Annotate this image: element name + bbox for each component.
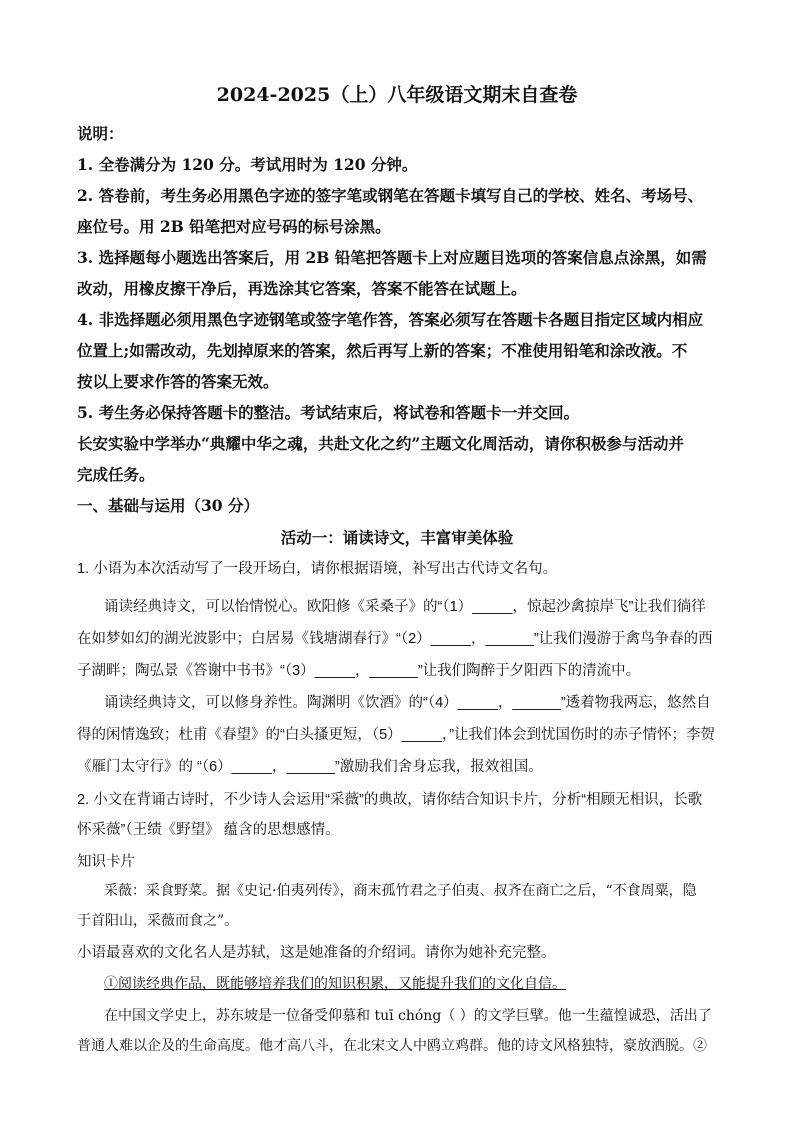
activity-heading: 活动一：诵读诗文，丰富审美体验 bbox=[280, 528, 514, 547]
intro-line: 完成任务。 bbox=[77, 465, 155, 484]
q3-paragraph-line: 在中国文学史上，苏东坡是一位备受仰慕和 tuī chóng（ ）的文学巨擘。他一生蕴惶诚恐，活出了 bbox=[104, 1008, 712, 1024]
question-2-stem: 怀采薇”（王绩《野望》 蕴含的思想感情。 bbox=[77, 822, 340, 838]
knowledge-card-text: 采薇：采食野菜。据《史记·伯夷列传》，商末孤竹君之子伯夷、叔齐在商亡之后，“不食周粟，隐 bbox=[104, 883, 697, 899]
q3-paragraph-line: 普通人难以企及的生命高度。他才高八斗，在北宋文人中鸥立鸡群。他的诗文风格独特，豪放洒脱。② bbox=[77, 1038, 707, 1054]
q3-underlined-sentence: ①阅读经典作品，既能够培养我们的知识积累，又能提升我们的文化自信。 bbox=[104, 976, 566, 992]
instruction-line: 位置上;如需改动，先划掉原来的答案，然后再写上新的答案；不准使用铅笔和涂改液。不 bbox=[77, 341, 688, 360]
knowledge-card-text: 于首阳山，采薇而食之”。 bbox=[77, 913, 239, 929]
instruction-line: 4. 非选择题必须用黑色字迹钢笔或签字笔作答，答案必须写在答题卡各题目指定区域内相应 bbox=[77, 310, 704, 329]
question-1-stem: 1. 小语为本次活动写了一段开场白，请你根据语境，补写出古代诗文名句。 bbox=[77, 561, 558, 577]
instructions-heading: 说明： bbox=[77, 124, 124, 143]
knowledge-card-title: 知识卡片 bbox=[77, 854, 135, 870]
q1-paragraph-line: 子湖畔；陶弘景《答谢中书书》“（3）_____，______”让我们陶醉于夕阳西下的清流中。 bbox=[77, 663, 641, 679]
exam-title: 2024-2025（上）八年级语文期末自查卷 bbox=[216, 84, 578, 106]
instruction-line: 3. 选择题每小题选出答案后，用 2B 铅笔把答题卡上对应题目选项的答案信息点涂黑，如需 bbox=[77, 248, 707, 267]
section-heading: 一、基础与运用（30 分） bbox=[77, 496, 259, 515]
q1-paragraph-line: 诵读经典诗文，可以怡情悦心。欧阳修《采桑子》的“（1）_____，惊起沙禽掠岸飞”让我们徜徉 bbox=[104, 599, 706, 615]
q1-paragraph-line: 在如梦如幻的湖光波影中；白居易《钱塘湖春行》“（2）_____，______”让我们漫游于禽鸟争春的西 bbox=[77, 631, 713, 647]
q1-paragraph-line: 得的闲情逸致；杜甫《春望》的“白头搔更短，（5）_____，”让我们体会到忧国伤时的赤子情怀；李贺 bbox=[77, 727, 716, 743]
instruction-line: 按以上要求作答的答案无效。 bbox=[77, 372, 279, 391]
intro-line: 长安实验中学举办“典耀中华之魂，共赴文化之约”主题文化周活动，请你积极参与活动并 bbox=[77, 434, 684, 453]
instruction-line: 2. 答卷前，考生务必用黑色字迹的签字笔或钢笔在答题卡填写自己的学校、姓名、考场号、 bbox=[77, 186, 704, 205]
instruction-line: 5. 考生务必保持答题卡的整洁。考试结束后，将试卷和答题卡一并交回。 bbox=[77, 403, 580, 422]
q1-paragraph-line: 诵读经典诗文，可以修身养性。陶渊明《饮酒》的“（4）_____，______”透着物我两忘，悠然自 bbox=[104, 695, 711, 711]
instruction-line: 座位号。用 2B 铅笔把对应号码的标号涂黑。 bbox=[77, 217, 391, 236]
instruction-line: 改动，用橡皮擦干净后，再选涂其它答案，答案不能答在试题上。 bbox=[77, 279, 527, 298]
question-3-stem: 小语最喜欢的文化名人是苏轼，这是她准备的介绍词。请你为她补充完整。 bbox=[77, 945, 556, 961]
question-2-stem: 2. 小文在背诵古诗时，不少诗人会运用“采薇”的典故，请你结合知识卡片，分析“相顾无相识，长歌 bbox=[77, 792, 703, 808]
instruction-line: 1. 全卷满分为 120 分。考试用时为 120 分钟。 bbox=[77, 155, 418, 174]
q1-paragraph-line: 《雁门太守行》的 “（6）_____，______”激励我们舍身忘我，报效祖国。 bbox=[77, 759, 543, 775]
